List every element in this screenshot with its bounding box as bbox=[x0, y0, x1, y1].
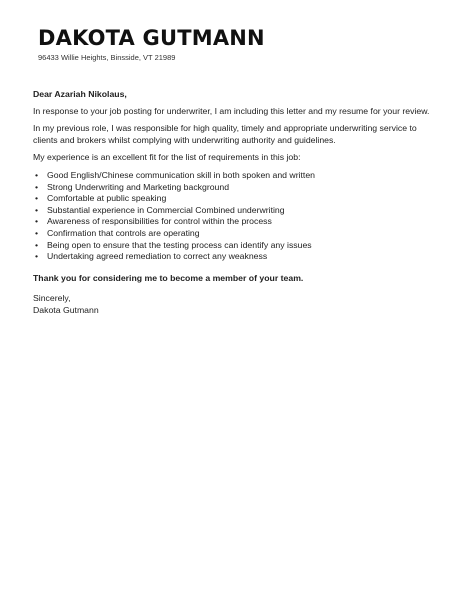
salutation: Dear Azariah Nikolaus, bbox=[33, 89, 127, 99]
list-item bbox=[35, 193, 443, 205]
list-item-text: Undertaking agreed remediation to correct any weakness bbox=[47, 251, 268, 262]
intro-paragraph: In response to your job posting for underwriter, I am including this letter and my resume for your review. bbox=[33, 105, 430, 116]
list-item bbox=[35, 239, 443, 252]
list-item-text: Good English/Chinese communication skill in both spoken and written bbox=[47, 169, 316, 180]
requirements-intro: My experience is an excellent fit for the list of requirements in this job: bbox=[33, 152, 301, 163]
applicant-address: 96433 Willie Heights, Binsside, VT 21989 bbox=[38, 53, 176, 62]
list-item-text: Awareness of responsibilities for control within the process bbox=[47, 216, 272, 227]
applicant-name: DAKOTA GUTMANN bbox=[38, 26, 265, 50]
list-item-text: Confirmation that controls are operating bbox=[47, 227, 200, 238]
bullet-icon: • bbox=[35, 216, 39, 227]
letter-body bbox=[33, 89, 443, 317]
list-item-text: Substantial experience in Commercial Combined underwriting bbox=[47, 204, 285, 215]
bullet-icon: • bbox=[35, 181, 39, 192]
bullet-icon: • bbox=[35, 239, 39, 250]
list-item-text: Comfortable at public speaking bbox=[47, 193, 167, 204]
list-item-text: Being open to ensure that the testing process can identify any issues bbox=[47, 239, 312, 250]
letter-header bbox=[0, 0, 474, 100]
list-item bbox=[35, 181, 443, 194]
bullet-icon: • bbox=[35, 227, 39, 238]
list-item bbox=[35, 204, 443, 217]
bullet-icon: • bbox=[35, 204, 39, 215]
closing: Sincerely, bbox=[33, 293, 71, 304]
list-item bbox=[35, 227, 443, 240]
signature-name: Dakota Gutmann bbox=[33, 304, 99, 315]
list-item bbox=[35, 216, 443, 228]
bullet-icon: • bbox=[35, 251, 39, 262]
bullet-icon: • bbox=[35, 169, 39, 180]
bullet-icon: • bbox=[35, 193, 39, 204]
requirements-list bbox=[33, 170, 443, 263]
list-item-text: Strong Underwriting and Marketing background bbox=[47, 181, 230, 192]
thank-you-line: Thank you for considering me to become a member of your team. bbox=[33, 272, 304, 283]
list-item bbox=[35, 169, 443, 182]
experience-paragraph: In my previous role, I was responsible for high quality, timely and appropriate underwriting service to clients and brokers whilst complying with underwriting authority and guidelines. bbox=[33, 123, 417, 145]
list-item bbox=[35, 251, 443, 263]
